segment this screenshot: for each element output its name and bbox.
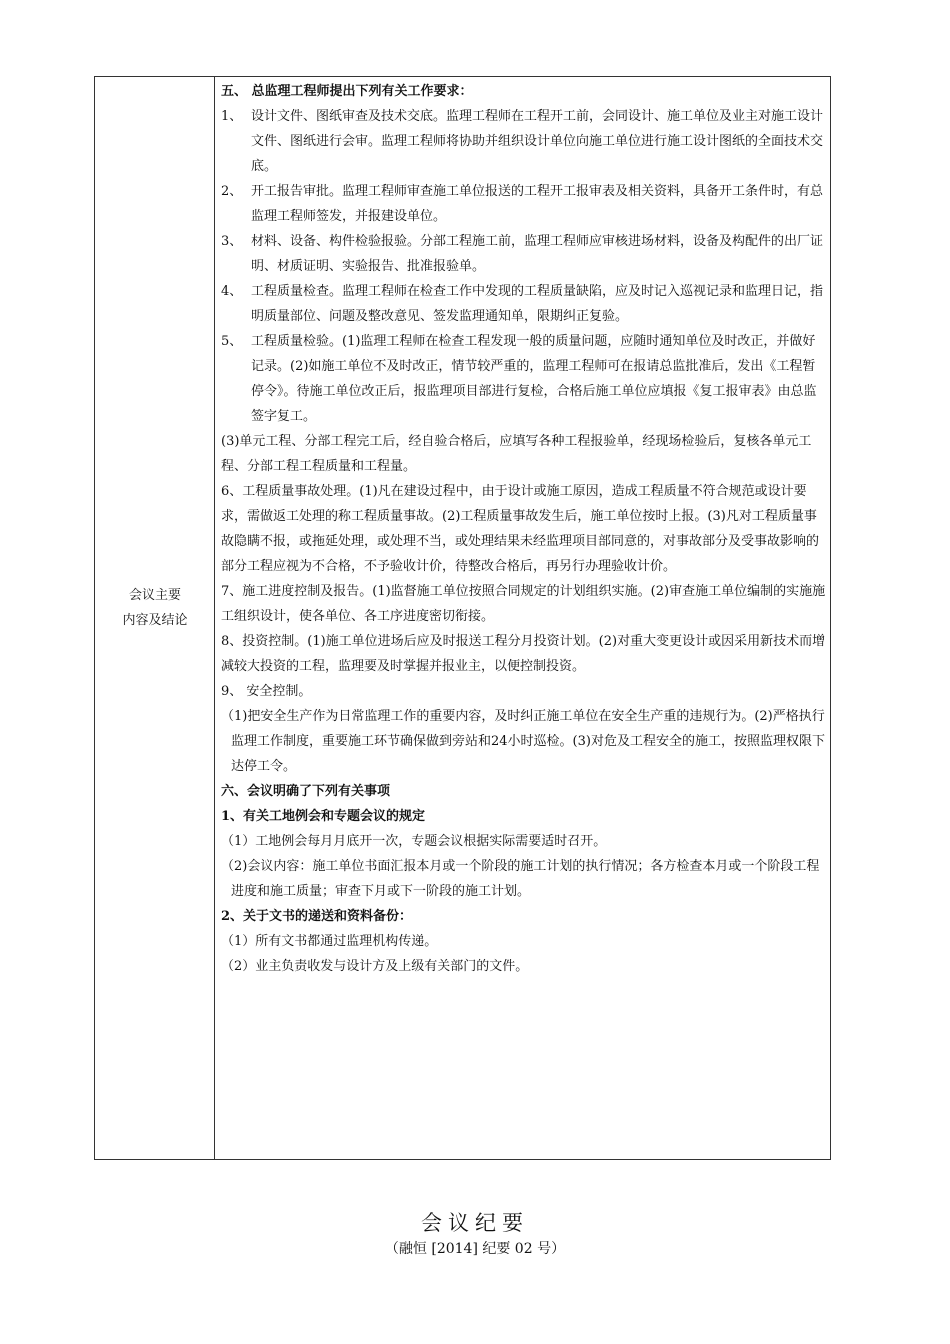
item-text: 设计文件、图纸审查及技术交底。监理工程师在工程开工前，会同设计、施工单位及业主对施工设计文件、图纸进行会审。监理工程师将协助并组织设计单位向施工单位进行施工设计图纸的全面技术交底。: [251, 109, 824, 174]
meeting-content-cell: [216, 77, 830, 1159]
row-label-line2: 内容及结论: [122, 613, 188, 628]
numbered-item: [221, 329, 826, 429]
paragraph: 6、工程质量事故处理。(1)凡在建设过程中，由于设计或施工原因，造成工程质量不符合规范或设计要求，需做返工处理的称工程质量事故。(2)工程质量事故发生后，施工单位按时上报。(3)凡对工程质量事故隐瞒不报，或拖延处理，或处理不当，或处理结果未经监理项目部同意的，对事故部分及受事故影响的部分工程应视为不合格，不予验收计价，待整改合格后，再另行办理验收计价。: [221, 484, 820, 574]
row-label: [95, 583, 215, 633]
item-text: 工程质量检验。(1)监理工程师在检查工程发现一般的质量问题，应随时通知单位及时改正，并做好记录。(2)如施工单位不及时改正，情节较严重的，监理工程师可在报请总监批准后，发出《工程暂停令》。待施工单位改正后，报监理项目部进行复检，合格后施工单位应填报《复工报审表》由总监签字复工。: [251, 334, 817, 424]
minutes-table: [94, 76, 831, 1160]
item-text: 开工报告审批。监理工程师审查施工单位报送的工程开工报审表及相关资料，具备开工条件时，有总监理工程师签发，并报建设单位。: [251, 184, 824, 224]
document-number: （融恒 [2014] 纪要 02 号）: [384, 1241, 566, 1257]
item-number: 2、: [221, 184, 243, 199]
section-heading: 五、 总监理工程师提出下列有关工作要求：: [221, 84, 473, 99]
section-heading: 六、会议明确了下列有关事项: [221, 784, 391, 799]
item-number: 4、: [221, 284, 243, 299]
item-text: 材料、设备、构件检验报验。分部工程施工前，监理工程师应审核进场材料，设备及构配件的出厂证明、材质证明、实验报告、批准报验单。: [251, 234, 824, 274]
paragraph: 8、投资控制。(1)施工单位进场后应及时报送工程分月投资计划。(2)对重大变更设计或因采用新技术而增减较大投资的工程，监理要及时掌握并报业主，以便控制投资。: [221, 634, 826, 674]
row-label-cell: [95, 77, 215, 1159]
numbered-item: [221, 229, 826, 279]
numbered-item: [221, 104, 826, 179]
paragraph: （2)会议内容：施工单位书面汇报本月或一个阶段的施工计划的执行情况；各方检查本月或一个阶段工程进度和施工质量；审查下月或下一阶段的施工计划。: [221, 859, 820, 899]
row-label-line1: 会议主要: [128, 588, 181, 603]
document-title: 会议纪要: [421, 1211, 529, 1235]
item-number: 5、: [221, 334, 243, 349]
numbered-item: [221, 179, 826, 229]
paragraph: (3)单元工程、分部工程完工后，经自验合格后，应填写各种工程报验单，经现场检验后，复核各单元工程、分部工程工程质量和工程量。: [221, 434, 812, 474]
section-heading: 1、有关工地例会和专题会议的规定: [221, 809, 426, 824]
paragraph: （1)把安全生产作为日常监理工作的重要内容，及时纠正施工单位在安全生产重的违规行为。(2)严格执行监理工作制度，重要施工环节确保做到旁站和24小时巡检。(3)对危及工程安全的施工，按照监理权限下达停工令。: [221, 709, 825, 774]
item-number: 1、: [221, 109, 243, 124]
numbered-item: [221, 279, 826, 329]
paragraph: （2）业主负责收发与设计方及上级有关部门的文件。: [221, 959, 529, 974]
section-heading: 2、关于文书的递送和资料备份：: [221, 909, 413, 924]
paragraph: 9、 安全控制。: [221, 684, 312, 699]
item-text: 工程质量检查。监理工程师在检查工作中发现的工程质量缺陷，应及时记入巡视记录和监理日记，指明质量部位、问题及整改意见、签发监理通知单，限期纠正复验。: [251, 284, 824, 324]
item-number: 3、: [221, 234, 243, 249]
paragraph: 7、施工进度控制及报告。(1)监督施工单位按照合同规定的计划组织实施。(2)审查施工单位编制的实施施工组织设计，使各单位、各工序进度密切衔接。: [221, 584, 826, 624]
paragraph: （1）工地例会每月月底开一次，专题会议根据实际需要适时召开。: [221, 834, 607, 849]
paragraph: （1）所有文书都通过监理机构传递。: [221, 934, 438, 949]
